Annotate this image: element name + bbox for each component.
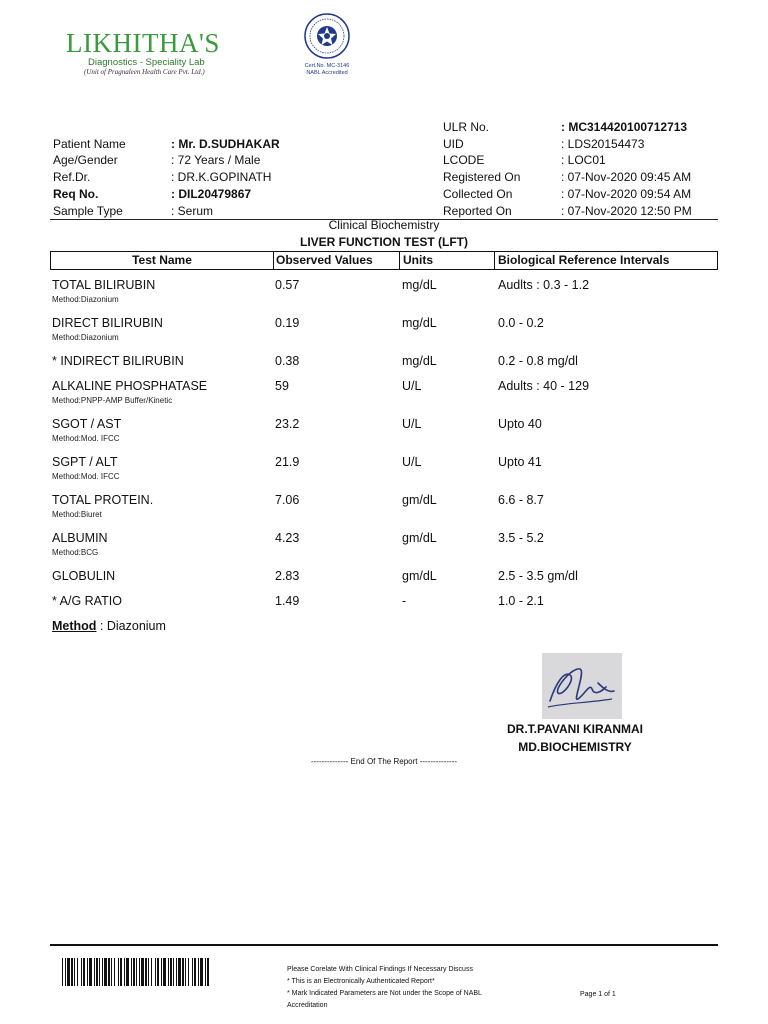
test-name: ALKALINE PHOSPHATASE: [52, 379, 208, 393]
lab-logo-name: LIKHITHA'S: [66, 28, 220, 58]
footer-divider: [50, 944, 718, 946]
end-of-report: -------------- End Of The Report --------------: [310, 757, 458, 766]
reference-interval: Upto 40: [498, 417, 542, 431]
report-title: LIVER FUNCTION TEST (LFT): [300, 235, 468, 249]
test-method: Method:BCG: [52, 548, 99, 557]
test-name: SGOT / AST: [52, 417, 122, 431]
observed-value: 0.57: [275, 278, 300, 292]
reference-interval: 6.6 - 8.7: [498, 493, 544, 507]
method-note: [52, 619, 166, 633]
signer-name: DR.T.PAVANI KIRANMAI: [507, 722, 643, 736]
footer-note: * Mark Indicated Parameters are Not under the Scope of NABL: [287, 990, 482, 997]
unit: -: [402, 594, 407, 608]
value-patient-name: : Mr. D.SUDHAKAR: [171, 137, 280, 151]
unit: U/L: [402, 379, 422, 393]
col-divider: [494, 252, 495, 269]
col-divider: [399, 252, 400, 269]
method-note-value: : Diazonium: [96, 619, 166, 633]
observed-value: 23.2: [275, 417, 300, 431]
label-ulr: ULR No.: [443, 120, 490, 134]
page-number: Page 1 of 1: [580, 991, 616, 998]
observed-value: 7.06: [275, 493, 300, 507]
label-ref-dr: Ref.Dr.: [53, 170, 91, 184]
value-ref-dr: : DR.K.GOPINATH: [171, 170, 272, 184]
reference-interval: Adults : 40 - 129: [498, 379, 590, 393]
unit: gm/dL: [402, 531, 437, 545]
reference-interval: 0.2 - 0.8 mg/dl: [498, 354, 578, 368]
footer-note: Accreditation: [287, 1002, 328, 1009]
unit: gm/dL: [402, 569, 437, 583]
unit: mg/dL: [402, 278, 437, 292]
test-name: ALBUMIN: [52, 531, 108, 545]
value-lcode: : LOC01: [561, 153, 606, 167]
observed-value: 0.19: [275, 316, 300, 330]
label-reported-on: Reported On: [443, 204, 512, 218]
unit: mg/dL: [402, 354, 437, 368]
col-divider: [273, 252, 274, 269]
value-sample-type: : Serum: [171, 204, 214, 218]
unit: U/L: [402, 417, 422, 431]
method-note-label: Method: [52, 619, 97, 633]
department-title: Clinical Biochemistry: [328, 218, 440, 232]
observed-value: 0.38: [275, 354, 300, 368]
label-patient-name: Patient Name: [53, 137, 126, 151]
reference-interval: 3.5 - 5.2: [498, 531, 544, 545]
unit: gm/dL: [402, 493, 437, 507]
nabl-seal-icon: [303, 12, 351, 60]
value-registered-on: : 07-Nov-2020 09:45 AM: [561, 170, 692, 184]
observed-value: 21.9: [275, 455, 300, 469]
observed-value: 2.83: [275, 569, 300, 583]
reference-interval: 1.0 - 2.1: [498, 594, 544, 608]
reference-interval: Upto 41: [498, 455, 542, 469]
reference-interval: 2.5 - 3.5 gm/dl: [498, 569, 578, 583]
signature-image: [542, 653, 622, 719]
cert-number: Cert.No. MC-3146: [304, 63, 350, 69]
value-reported-on: : 07-Nov-2020 12:50 PM: [561, 204, 692, 218]
signer-qualification: MD.BIOCHEMISTRY: [518, 740, 632, 754]
label-uid: UID: [443, 137, 464, 151]
test-method: Method:Mod. IFCC: [52, 434, 120, 443]
test-method: Method:PNPP-AMP Buffer/Kinetic: [52, 396, 173, 405]
col-test-name: Test Name: [132, 253, 192, 267]
col-observed-values: Observed Values: [276, 253, 373, 267]
label-collected-on: Collected On: [443, 187, 513, 201]
test-method: Method:Biuret: [52, 510, 102, 519]
cert-accreditation: NABL Accredited: [306, 70, 348, 76]
test-method: Method:Diazonium: [52, 333, 119, 342]
test-name: * A/G RATIO: [52, 594, 122, 608]
reference-interval: 0.0 - 0.2: [498, 316, 544, 330]
label-registered-on: Registered On: [443, 170, 521, 184]
test-method: Method:Diazonium: [52, 295, 119, 304]
value-uid: : LDS20154473: [561, 137, 645, 151]
col-reference-intervals: Biological Reference Intervals: [498, 253, 670, 267]
nabl-cert: [301, 63, 353, 77]
barcode-icon: [62, 958, 210, 986]
label-lcode: LCODE: [443, 153, 485, 167]
test-name: SGPT / ALT: [52, 455, 118, 469]
value-ulr: : MC314420100712713: [561, 120, 688, 134]
lab-tagline: Diagnostics - Speciality Lab: [88, 57, 205, 68]
value-age-gender: : 72 Years / Male: [171, 153, 261, 167]
label-req-no: Req No.: [53, 187, 99, 201]
reference-interval: Audlts : 0.3 - 1.2: [498, 278, 590, 292]
test-name: TOTAL BILIRUBIN: [52, 278, 156, 292]
test-name: GLOBULIN: [52, 569, 116, 583]
label-sample-type: Sample Type: [53, 204, 123, 218]
lab-unit-of: (Unit of Pragnaleen Health Care Pvt. Ltd.): [84, 68, 205, 76]
footer-note: * This is an Electronically Authenticated Report*: [287, 978, 435, 985]
value-collected-on: : 07-Nov-2020 09:54 AM: [561, 187, 692, 201]
test-name: DIRECT BILIRUBIN: [52, 316, 163, 330]
signature-scribble-icon: [542, 653, 622, 719]
test-method: Method:Mod. IFCC: [52, 472, 120, 481]
test-name: TOTAL PROTEIN.: [52, 493, 154, 507]
label-age-gender: Age/Gender: [53, 153, 118, 167]
results-table-header: [50, 251, 718, 270]
unit: mg/dL: [402, 316, 437, 330]
observed-value: 1.49: [275, 594, 300, 608]
value-req-no: : DIL20479867: [171, 187, 252, 201]
observed-value: 4.23: [275, 531, 300, 545]
observed-value: 59: [275, 379, 289, 393]
footer-note: Please Corelate With Clinical Findings If Necessary Discuss: [287, 966, 473, 973]
col-units: Units: [403, 253, 433, 267]
unit: U/L: [402, 455, 422, 469]
test-name: * INDIRECT BILIRUBIN: [52, 354, 184, 368]
